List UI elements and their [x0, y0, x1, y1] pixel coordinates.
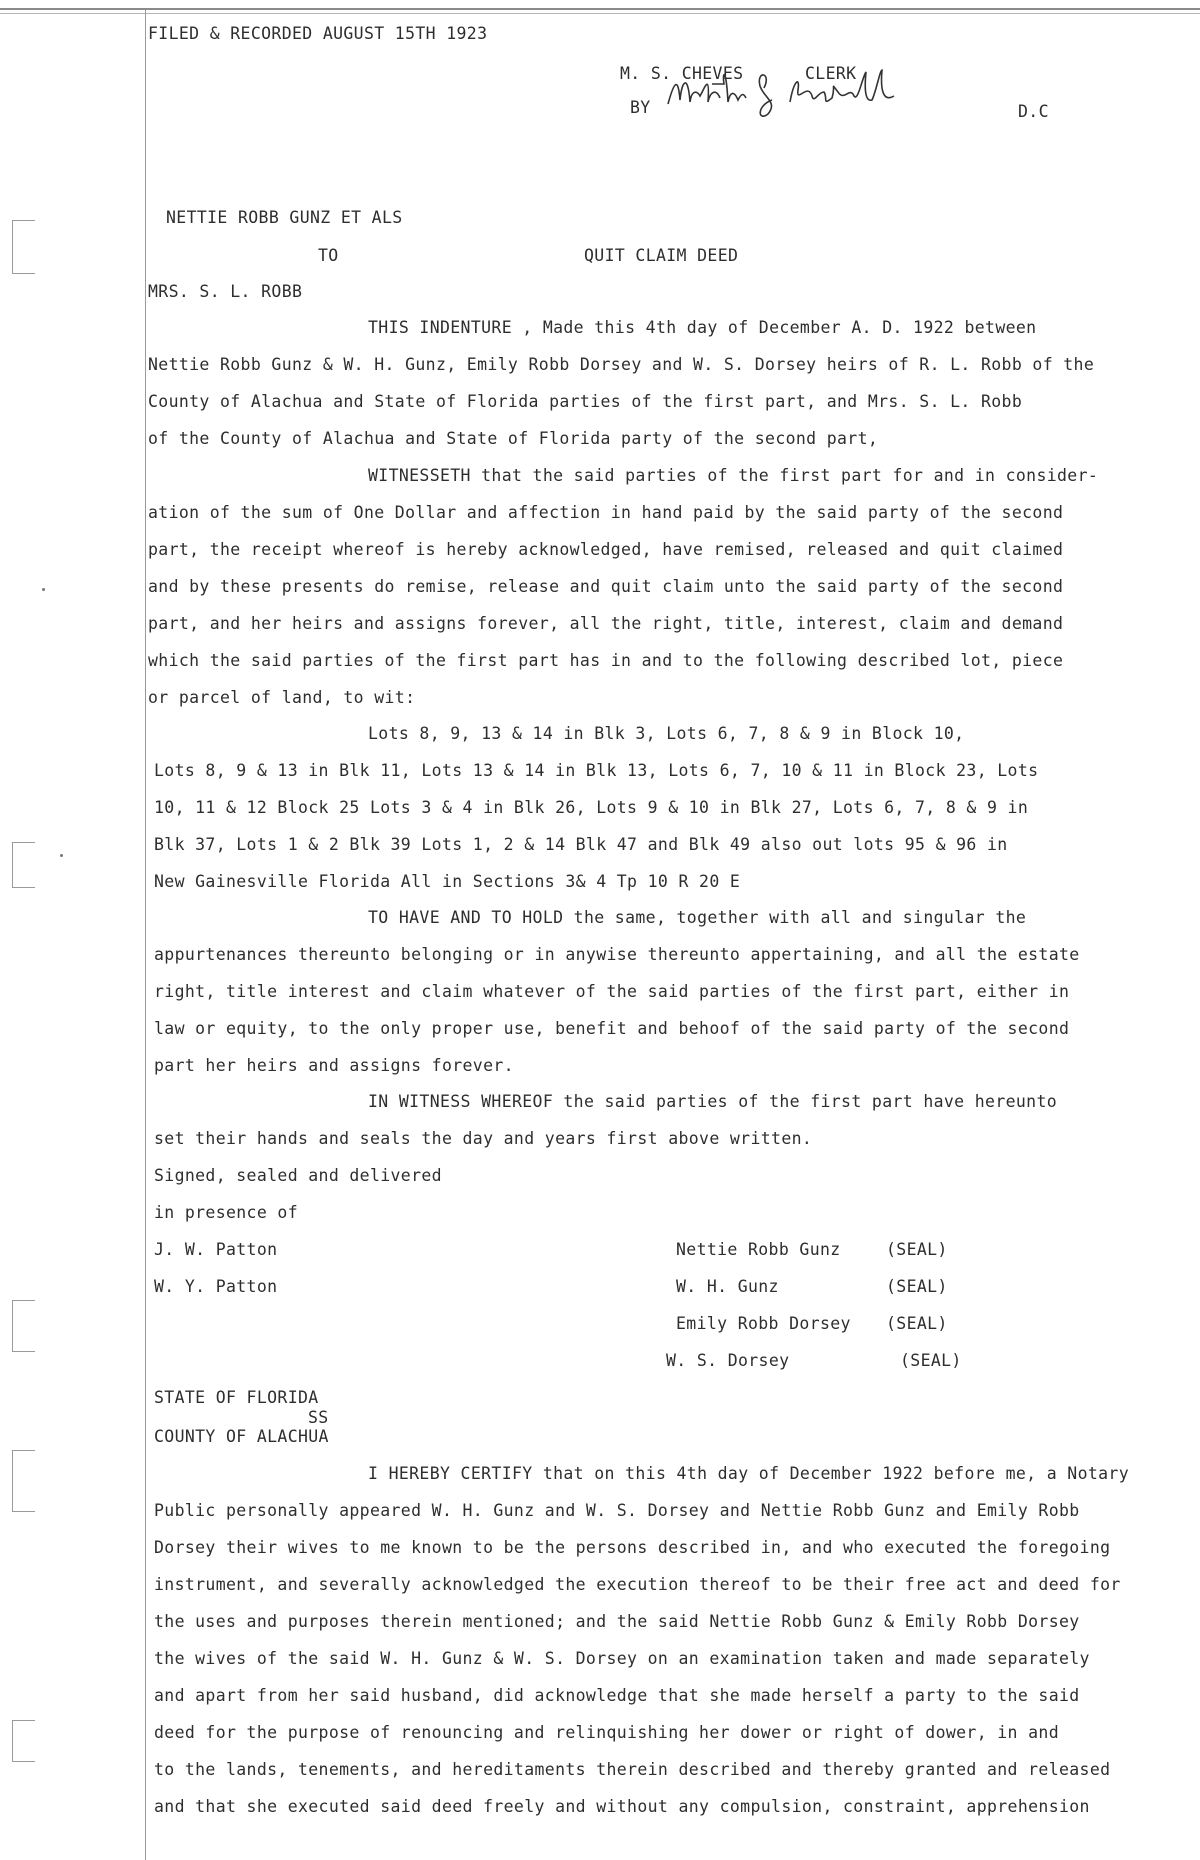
- certificate-line: I HEREBY CERTIFY that on this 4th day of December 1922 before me, a Notary: [368, 1464, 1130, 1483]
- margin-mark: [12, 1450, 35, 1512]
- seal-mark: (SEAL): [886, 1277, 948, 1296]
- body-line: TO HAVE AND TO HOLD the same, together with all and singular the: [368, 908, 1027, 927]
- margin-mark: [12, 1720, 35, 1762]
- signer-name: Emily Robb Dorsey: [676, 1314, 851, 1333]
- seal-mark: (SEAL): [886, 1314, 948, 1333]
- grantee: MRS. S. L. ROBB: [148, 282, 303, 301]
- body-line: appurtenances thereunto belonging or in anywise thereunto appertaining, and all the estate: [154, 945, 1080, 964]
- body-line: WITNESSETH that the said parties of the first part for and in consider-: [368, 466, 1099, 485]
- seal-mark: (SEAL): [900, 1351, 962, 1370]
- certificate-line: instrument, and severally acknowledged the execution thereof to be their free act and deed for: [154, 1575, 1121, 1594]
- margin-speck: [42, 588, 45, 591]
- body-line: ation of the sum of One Dollar and affection in hand paid by the said party of the second: [148, 503, 1064, 522]
- certificate-line: Public personally appeared W. H. Gunz and W. S. Dorsey and Nettie Robb Gunz and Emily Robb: [154, 1501, 1080, 1520]
- lots-line: Blk 37, Lots 1 & 2 Blk 39 Lots 1, 2 & 14 Blk 47 and Blk 49 also out lots 95 & 96 in: [154, 835, 1008, 854]
- by-label: BY: [630, 98, 651, 117]
- body-line: right, title interest and claim whatever of the said parties of the first part, either in: [154, 982, 1070, 1001]
- lots-line: 10, 11 & 12 Block 25 Lots 3 & 4 in Blk 26, Lots 9 & 10 in Blk 27, Lots 6, 7, 8 & 9 in: [154, 798, 1029, 817]
- venue-ss: SS: [308, 1408, 329, 1427]
- signer-name: W. H. Gunz: [676, 1277, 779, 1296]
- venue-county: COUNTY OF ALACHUA: [154, 1427, 329, 1446]
- signer-name: Nettie Robb Gunz: [676, 1240, 841, 1259]
- filing-line: FILED & RECORDED AUGUST 15TH 1923: [148, 24, 488, 43]
- certificate-line: and apart from her said husband, did acknowledge that she made herself a party to the said: [154, 1686, 1080, 1705]
- body-line: Nettie Robb Gunz & W. H. Gunz, Emily Robb Dorsey and W. S. Dorsey heirs of R. L. Robb of the: [148, 355, 1095, 374]
- to-label: TO: [318, 246, 339, 265]
- body-line: County of Alachua and State of Florida parties of the first part, and Mrs. S. L. Robb: [148, 392, 1023, 411]
- certificate-line: the wives of the said W. H. Gunz & W. S. Dorsey on an examination taken and made separately: [154, 1649, 1090, 1668]
- clerk-signature: [660, 62, 910, 122]
- seal-mark: (SEAL): [886, 1240, 948, 1259]
- top-border-secondary: [0, 13, 1200, 14]
- signer-name: W. S. Dorsey: [666, 1351, 790, 1370]
- margin-mark: [12, 1300, 35, 1352]
- body-line: Signed, sealed and delivered: [154, 1166, 442, 1185]
- clerk-title: CLERK: [805, 64, 857, 83]
- body-line: or parcel of land, to wit:: [148, 688, 416, 707]
- body-line: set their hands and seals the day and years first above written.: [154, 1129, 813, 1148]
- deputy-suffix: D.C: [1018, 102, 1049, 121]
- body-line: part, and her heirs and assigns forever, all the right, title, interest, claim and demand: [148, 614, 1064, 633]
- body-line: IN WITNESS WHEREOF the said parties of the first part have hereunto: [368, 1092, 1058, 1111]
- body-line: law or equity, to the only proper use, benefit and behoof of the said party of the second: [154, 1019, 1070, 1038]
- body-line: part, the receipt whereof is hereby acknowledged, have remised, released and quit claimed: [148, 540, 1064, 559]
- margin-mark: [12, 220, 35, 274]
- certificate-line: and that she executed said deed freely and without any compulsion, constraint, apprehension: [154, 1797, 1090, 1816]
- certificate-line: the uses and purposes therein mentioned; and the said Nettie Robb Gunz & Emily Robb Dorsey: [154, 1612, 1080, 1631]
- witness-name: J. W. Patton: [154, 1240, 278, 1259]
- lots-line: Lots 8, 9, 13 & 14 in Blk 3, Lots 6, 7, 8 & 9 in Block 10,: [368, 724, 965, 743]
- body-line: and by these presents do remise, release and quit claim unto the said party of the second: [148, 577, 1064, 596]
- margin-speck: [60, 854, 63, 857]
- margin-mark: [12, 842, 35, 888]
- body-line: THIS INDENTURE , Made this 4th day of December A. D. 1922 between: [368, 318, 1037, 337]
- left-margin-rule: [145, 10, 146, 1860]
- top-border: [0, 8, 1200, 10]
- certificate-line: Dorsey their wives to me known to be the persons described in, and who executed the foregoing: [154, 1538, 1111, 1557]
- witness-name: W. Y. Patton: [154, 1277, 278, 1296]
- lots-line: New Gainesville Florida All in Sections 3& 4 Tp 10 R 20 E: [154, 872, 741, 891]
- clerk-name: M. S. CHEVES: [620, 64, 744, 83]
- lots-line: Lots 8, 9 & 13 in Blk 11, Lots 13 & 14 in Blk 13, Lots 6, 7, 10 & 11 in Block 23, Lots: [154, 761, 1039, 780]
- deed-type: QUIT CLAIM DEED: [584, 246, 739, 265]
- body-line: in presence of: [154, 1203, 298, 1222]
- body-line: of the County of Alachua and State of Florida party of the second part,: [148, 429, 879, 448]
- grantor: NETTIE ROBB GUNZ ET ALS: [166, 208, 403, 227]
- body-line: part her heirs and assigns forever.: [154, 1056, 514, 1075]
- body-line: which the said parties of the first part has in and to the following described lot, piece: [148, 651, 1064, 670]
- venue-state: STATE OF FLORIDA: [154, 1388, 319, 1407]
- certificate-line: deed for the purpose of renouncing and relinquishing her dower or right of dower, in and: [154, 1723, 1059, 1742]
- certificate-line: to the lands, tenements, and hereditaments therein described and thereby granted and released: [154, 1760, 1111, 1779]
